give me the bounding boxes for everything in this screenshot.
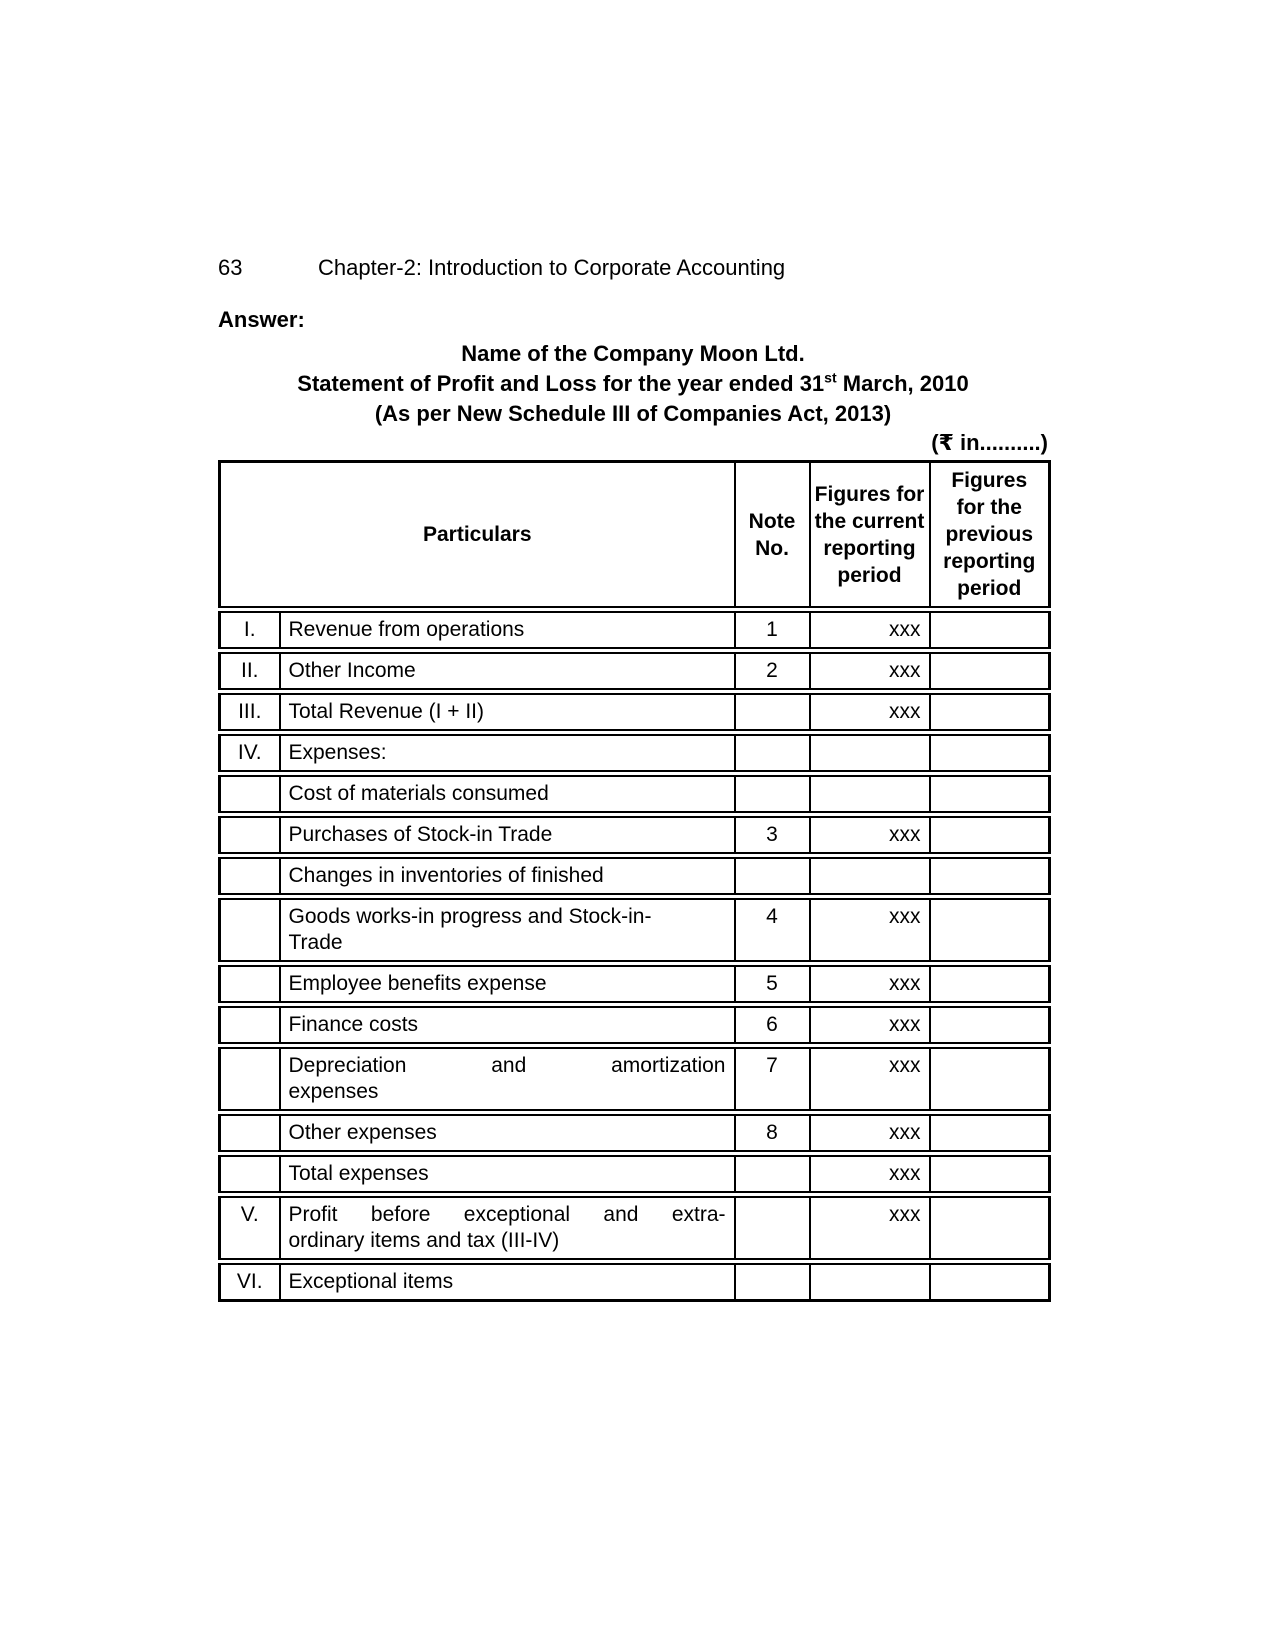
row-particulars: Finance costs — [280, 1005, 735, 1046]
row-previous-value — [930, 610, 1050, 651]
row-current-value: xxx — [810, 651, 930, 692]
row-note-no — [735, 1154, 810, 1195]
row-current-value: xxx — [810, 1113, 930, 1154]
col-header-current-period: Figures for the current reporting period — [810, 462, 930, 610]
row-serial — [220, 856, 280, 897]
table-row-profit-before-exceptional — [220, 1195, 1050, 1262]
row-previous-value — [930, 1262, 1050, 1301]
col-header-note-no: Note No. — [735, 462, 810, 610]
table-row-changes-in-inventories — [220, 856, 1050, 897]
row-note-no — [735, 692, 810, 733]
table-row-exceptional-items — [220, 1262, 1050, 1301]
table-row-goods-work-in-progress — [220, 897, 1050, 964]
row-particulars: Employee benefits expense — [280, 964, 735, 1005]
table-row-other-income — [220, 651, 1050, 692]
row-previous-value — [930, 692, 1050, 733]
row-serial — [220, 1154, 280, 1195]
row-note-no: 4 — [735, 897, 810, 964]
row-serial: III. — [220, 692, 280, 733]
table-row-total-revenue — [220, 692, 1050, 733]
statement-title — [218, 369, 1048, 399]
col-header-previous-period: Figures for the previous reporting period — [930, 462, 1050, 610]
row-current-value: xxx — [810, 964, 930, 1005]
row-current-value — [810, 856, 930, 897]
row-note-no — [735, 733, 810, 774]
table-row-other-expenses — [220, 1113, 1050, 1154]
row-particulars: Exceptional items — [280, 1262, 735, 1301]
row-note-no — [735, 774, 810, 815]
statement-title-prefix: Statement of Profit and Loss for the year ended 31 — [297, 371, 825, 396]
row-previous-value — [930, 651, 1050, 692]
row-note-no — [735, 1262, 810, 1301]
row-previous-value — [930, 733, 1050, 774]
row-current-value: xxx — [810, 692, 930, 733]
schedule-subtitle: (As per New Schedule III of Companies Act, 2013) — [374, 401, 892, 426]
row-particulars: Other Income — [280, 651, 735, 692]
row-serial — [220, 1046, 280, 1113]
row-particulars: Revenue from operations — [280, 610, 735, 651]
row-particulars: Total Revenue (I + II) — [280, 692, 735, 733]
row-serial — [220, 964, 280, 1005]
running-header — [218, 255, 1048, 281]
row-current-value — [810, 1262, 930, 1301]
row-particulars: Goods works-in progress and Stock-in- Trade — [280, 897, 735, 964]
row-previous-value — [930, 1154, 1050, 1195]
row-particulars: Cost of materials consumed — [280, 774, 735, 815]
ordinal-superscript: st — [824, 369, 837, 386]
table-row-total-expenses — [220, 1154, 1050, 1195]
page-number: 63 — [218, 255, 243, 280]
row-note-no — [735, 1195, 810, 1262]
table-row-employee-benefits — [220, 964, 1050, 1005]
col-header-particulars: Particulars — [220, 462, 735, 610]
row-serial: VI. — [220, 1262, 280, 1301]
row-serial: V. — [220, 1195, 280, 1262]
table-row-cost-of-materials — [220, 774, 1050, 815]
row-previous-value — [930, 774, 1050, 815]
page-content — [218, 255, 1048, 1302]
row-current-value: xxx — [810, 1195, 930, 1262]
chapter-title: Chapter-2: Introduction to Corporate Accounting — [318, 255, 786, 280]
row-current-value — [810, 774, 930, 815]
row-note-no: 7 — [735, 1046, 810, 1113]
row-previous-value — [930, 856, 1050, 897]
row-serial — [220, 897, 280, 964]
row-note-no: 1 — [735, 610, 810, 651]
row-serial: II. — [220, 651, 280, 692]
row-particulars: Profit before exceptional and extra- ordinary items and tax (III-IV) — [280, 1195, 735, 1262]
row-previous-value — [930, 897, 1050, 964]
row-serial — [220, 1113, 280, 1154]
row-note-no: 8 — [735, 1113, 810, 1154]
row-note-no: 3 — [735, 815, 810, 856]
row-serial: IV. — [220, 733, 280, 774]
row-previous-value — [930, 964, 1050, 1005]
row-current-value — [810, 733, 930, 774]
profit-loss-table — [218, 460, 1051, 1302]
table-row-finance-costs — [220, 1005, 1050, 1046]
table-row-expenses-heading — [220, 733, 1050, 774]
row-serial — [220, 774, 280, 815]
row-serial — [220, 1005, 280, 1046]
table-header-row — [220, 462, 1050, 610]
table-row-purchases-stock-in-trade — [220, 815, 1050, 856]
row-current-value: xxx — [810, 897, 930, 964]
row-previous-value — [930, 1046, 1050, 1113]
row-current-value: xxx — [810, 610, 930, 651]
row-serial — [220, 815, 280, 856]
row-particulars: Total expenses — [280, 1154, 735, 1195]
row-note-no: 6 — [735, 1005, 810, 1046]
row-current-value: xxx — [810, 815, 930, 856]
row-note-no: 2 — [735, 651, 810, 692]
row-particulars: Other expenses — [280, 1113, 735, 1154]
row-note-no: 5 — [735, 964, 810, 1005]
row-previous-value — [930, 815, 1050, 856]
table-row-depreciation-amortization — [220, 1046, 1050, 1113]
statement-title-suffix: March, 2010 — [836, 371, 969, 396]
row-previous-value — [930, 1005, 1050, 1046]
row-particulars: Expenses: — [280, 733, 735, 774]
row-note-no — [735, 856, 810, 897]
row-current-value: xxx — [810, 1154, 930, 1195]
company-title: Name of the Company Moon Ltd. — [461, 341, 805, 366]
currency-note: (₹ in..........) — [931, 430, 1048, 455]
row-particulars: Purchases of Stock-in Trade — [280, 815, 735, 856]
row-previous-value — [930, 1113, 1050, 1154]
row-particulars: Depreciation and amortization expenses — [280, 1046, 735, 1113]
row-previous-value — [930, 1195, 1050, 1262]
table-row-revenue-from-operations — [220, 610, 1050, 651]
answer-label: Answer: — [218, 307, 305, 332]
row-serial: I. — [220, 610, 280, 651]
row-particulars: Changes in inventories of finished — [280, 856, 735, 897]
row-current-value: xxx — [810, 1046, 930, 1113]
row-current-value: xxx — [810, 1005, 930, 1046]
